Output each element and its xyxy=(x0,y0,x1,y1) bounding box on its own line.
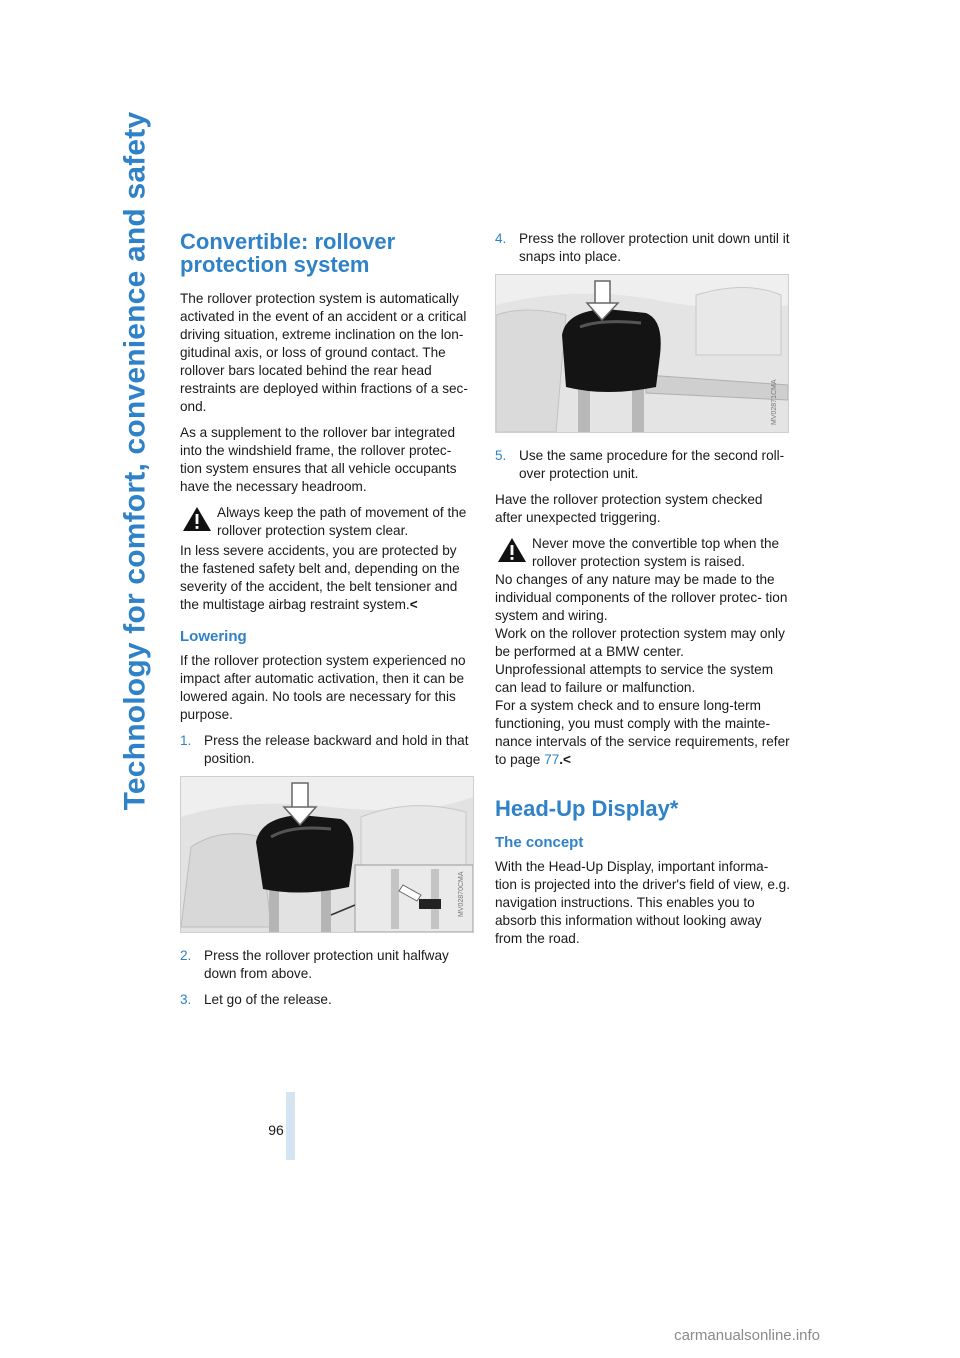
warning-2-line-3: Unprofessional attempts to service the system can lead to failure or malfunction. xyxy=(495,662,774,695)
lowering-paragraph: If the rollover protection system experienced no impact after automatic activation, then it can be lowered again. No tools are necessary for this purpose. xyxy=(180,653,466,722)
step-5 xyxy=(495,447,791,483)
left-column xyxy=(180,226,476,1017)
step-3-number: 3. xyxy=(180,992,192,1007)
watermark: carmanualsonline.info xyxy=(674,1327,820,1344)
concept-subheading: The concept xyxy=(495,834,584,851)
warning-triangle-icon-2 xyxy=(497,537,527,563)
head-up-display-heading: Head-Up Display* xyxy=(495,796,679,821)
section-title-vertical xyxy=(112,26,158,896)
step-4 xyxy=(495,230,791,266)
concept-paragraph: With the Head-Up Display, important informa- tion is projected into the driver's field of view, e.g. navigation instructions. This enables you to absorb this information without looking away from the road. xyxy=(495,859,791,946)
step-1 xyxy=(180,732,476,768)
warning-2-text: Never move the convertible top when the rollover protection system is raised. xyxy=(532,536,780,569)
step-4-text: Press the rollover protection unit down until it snaps into place. xyxy=(519,231,790,264)
step-2-number: 2. xyxy=(180,948,192,963)
step-3 xyxy=(180,991,476,1009)
rollover-heading: Convertible: rollover protection system xyxy=(180,229,396,277)
lowering-subheading: Lowering xyxy=(180,628,247,645)
step-1-text: Press the release backward and hold in that position. xyxy=(204,733,469,766)
step-4-number: 4. xyxy=(495,231,507,246)
check-paragraph: Have the rollover protection system checked after unexpected triggering. xyxy=(495,492,763,525)
warning-2-line-1: No changes of any nature may be made to the individual components of the rollover protec- tion system and wiring. xyxy=(495,572,788,623)
warning-note-1 xyxy=(180,504,476,540)
step-2 xyxy=(180,947,476,983)
warning-1-continuation: In less severe accidents, you are protected by the fastened safety belt and, depending on the severity of the accident, the belt tensioner and the multistage airbag restraint system. xyxy=(180,543,460,612)
figure-press-down xyxy=(495,274,789,433)
figure-2-code: MV02871CMA xyxy=(771,379,778,425)
intro-paragraph: The rollover protection system is automatically activated in the event of an accident or a critical driving situation, extreme inclination on the lon- gitudinal axis, or loss of ground contact. The rollover bars located behind the rear head restraints are deployed within fractions of a sec- ond. xyxy=(180,291,468,414)
lowering-steps-a xyxy=(180,732,476,768)
figure-1-code: MV02870CMA xyxy=(458,871,465,917)
warning-1-text: Always keep the path of movement of the rollover protection system clear. xyxy=(217,505,467,538)
section-title: Technology for comfort, convenience and safety xyxy=(118,111,151,811)
rollover-press-illustration xyxy=(496,275,788,432)
step-1-number: 1. xyxy=(180,733,192,748)
page-77-link[interactable]: 77 xyxy=(544,752,560,767)
page-number: 96 xyxy=(268,1122,284,1138)
supplement-paragraph: As a supplement to the rollover bar integrated into the windshield frame, the rollover protec- tion system ensures that all vehicle occupants have the necessary headroom. xyxy=(180,425,457,494)
warning-note-2 xyxy=(495,535,791,571)
end-mark-2: .< xyxy=(559,752,571,767)
figure-release-lever xyxy=(180,776,474,933)
step-2-text: Press the rollover protection unit halfway down from above. xyxy=(204,948,449,981)
lowering-steps-c xyxy=(495,230,791,266)
step-3-text: Let go of the release. xyxy=(204,992,332,1007)
lowering-steps-b xyxy=(180,947,476,1009)
end-mark: < xyxy=(409,597,418,612)
warning-2-line-2: Work on the rollover protection system may only be performed at a BMW center. xyxy=(495,626,785,659)
warning-triangle-icon xyxy=(182,506,212,532)
step-5-number: 5. xyxy=(495,448,507,463)
warning-2-line-4: For a system check and to ensure long-term functioning, you must comply with the mainte- nance intervals of the service requirements, refer to page xyxy=(495,698,790,767)
right-column xyxy=(495,230,791,956)
lowering-steps-d xyxy=(495,447,791,483)
rollover-release-illustration xyxy=(181,777,473,932)
step-5-text: Use the same procedure for the second roll- over protection unit. xyxy=(519,448,785,481)
